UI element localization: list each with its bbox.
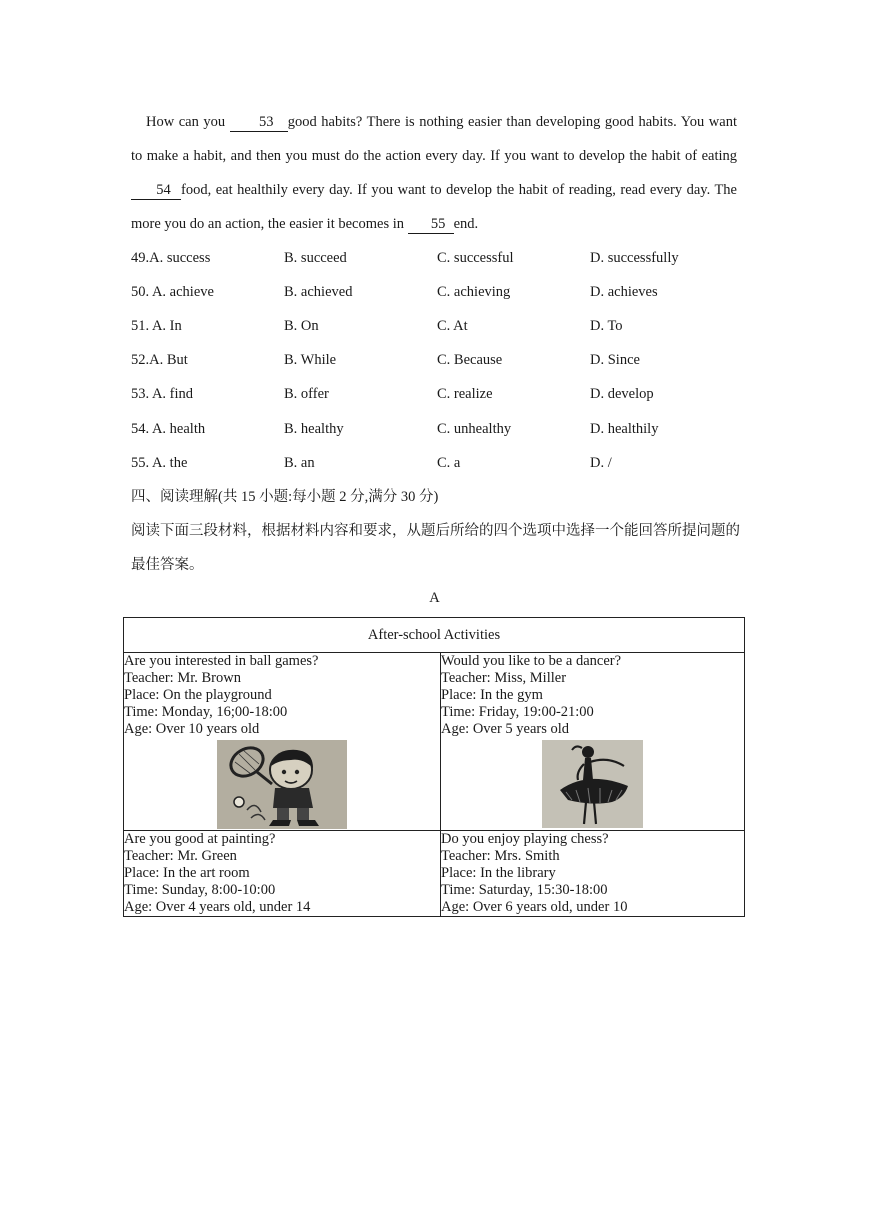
activity-age: Age: Over 6 years old, under 10 — [441, 899, 628, 915]
activity-time: Time: Friday, 19:00-21:00 — [441, 704, 594, 720]
option: C. At — [437, 317, 468, 334]
option: D. successfully — [590, 249, 679, 266]
blank-54: 54 — [131, 182, 181, 200]
option: D. healthily — [590, 420, 659, 437]
activity-cell-ball-games — [124, 653, 441, 831]
option: C. unhealthy — [437, 420, 512, 437]
activity-place: Place: In the art room — [124, 865, 250, 881]
cloze-passage — [131, 105, 737, 241]
activity-question: Are you good at painting? — [124, 831, 276, 847]
passage-text: good habits? There is nothing easier than developing good habits. You want to make a habit, and then you must do the action every day. If you want to develop the habit of eating — [131, 114, 737, 164]
passage-text: food, eat healthily every day. If you want to develop the habit of reading, read every day. The more you do an action, the easier it becomes in — [131, 182, 737, 232]
option-row-51 — [131, 309, 751, 343]
activity-place: Place: In the gym — [441, 687, 543, 703]
activity-question: Are you interested in ball games? — [124, 653, 319, 669]
activity-question: Would you like to be a dancer? — [441, 653, 622, 669]
activity-age: Age: Over 5 years old — [441, 721, 570, 737]
table-row — [124, 653, 745, 831]
passage-text: end. — [453, 216, 479, 232]
activity-teacher: Teacher: Mr. Green — [124, 848, 237, 864]
activity-cell-chess — [441, 831, 745, 917]
option-row-49 — [131, 241, 751, 275]
activity-question: Do you enjoy playing chess? — [441, 831, 609, 847]
option: C. Because — [437, 352, 503, 369]
option-row-52 — [131, 344, 751, 378]
activity-age: Age: Over 4 years old, under 14 — [124, 899, 311, 915]
activity-time: Time: Sunday, 8:00-10:00 — [124, 882, 276, 898]
table-header-row — [124, 618, 745, 653]
option-row-50 — [131, 275, 751, 309]
tennis-player-icon — [217, 740, 347, 829]
option: B. On — [284, 317, 319, 334]
option: 50. A. achieve — [131, 283, 214, 300]
option: B. succeed — [284, 249, 347, 266]
option-row-53 — [131, 378, 751, 412]
option: 53. A. find — [131, 386, 194, 403]
option: 49.A. success — [131, 249, 211, 266]
activity-time: Time: Monday, 16;00-18:00 — [124, 704, 288, 720]
option: B. offer — [284, 386, 329, 403]
option: D. / — [590, 454, 612, 471]
table-title: After-school Activities — [124, 618, 745, 653]
activity-teacher: Teacher: Mr. Brown — [124, 670, 241, 686]
option-row-54 — [131, 412, 751, 446]
activity-teacher: Teacher: Miss, Miller — [441, 670, 567, 686]
option: 55. A. the — [131, 454, 188, 471]
option: 51. A. In — [131, 317, 182, 334]
activity-time: Time: Saturday, 15:30-18:00 — [441, 882, 608, 898]
activity-cell-painting — [124, 831, 441, 917]
passage-text: How can you — [146, 114, 230, 130]
table-row — [124, 831, 745, 917]
option-row-55 — [131, 446, 751, 480]
passage-label: A — [429, 590, 440, 606]
activity-teacher: Teacher: Mrs. Smith — [441, 848, 560, 864]
option: B. achieved — [284, 283, 353, 300]
option: C. successful — [437, 249, 514, 266]
blank-53: 53 — [230, 114, 288, 132]
options-list — [131, 241, 751, 480]
option: D. Since — [590, 352, 640, 369]
option: B. an — [284, 454, 315, 471]
option: C. achieving — [437, 283, 511, 300]
blank-55: 55 — [408, 216, 454, 234]
option: B. While — [284, 352, 337, 369]
activities-table — [123, 617, 745, 917]
activity-age: Age: Over 10 years old — [124, 721, 260, 737]
passage-paragraph — [131, 105, 737, 241]
option: 52.A. But — [131, 352, 188, 369]
activity-cell-dance — [441, 653, 745, 831]
ballet-dancer-icon — [542, 740, 643, 828]
option: B. healthy — [284, 420, 344, 437]
option: D. develop — [590, 386, 654, 403]
option: C. realize — [437, 386, 493, 403]
option: 54. A. health — [131, 420, 206, 437]
section-title: 四、阅读理解(共 15 小题:每小题 2 分,满分 30 分) — [131, 489, 439, 505]
activity-place: Place: On the playground — [124, 687, 272, 703]
section-instruction: 阅读下面三段材料，根据材料内容和要求，从题后所给的四个选项中选择一个能回答所提问题的最佳答案。 — [131, 523, 740, 573]
option: C. a — [437, 454, 461, 471]
option: D. To — [590, 317, 623, 334]
activity-place: Place: In the library — [441, 865, 556, 881]
option: D. achieves — [590, 283, 658, 300]
